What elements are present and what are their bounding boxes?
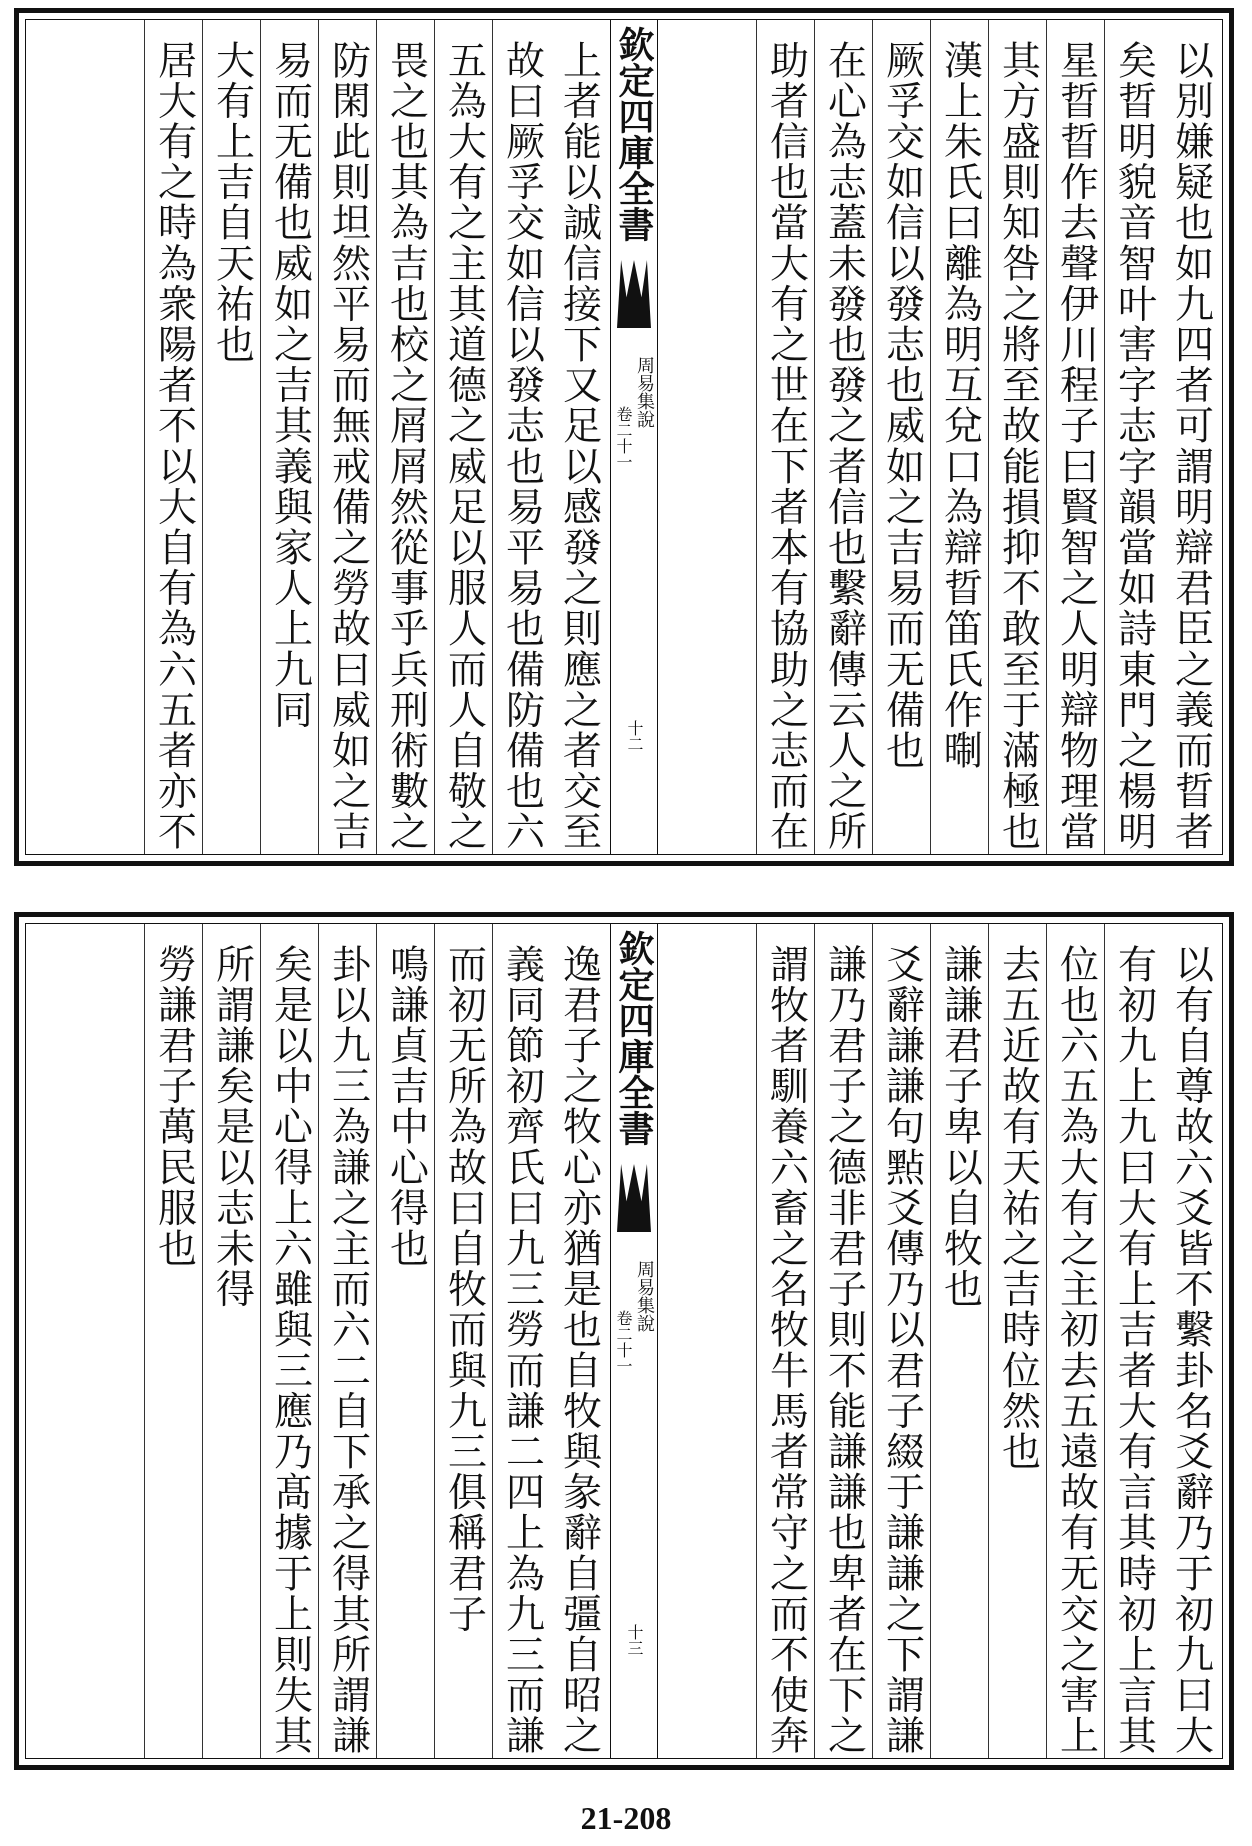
column-text: 卦以九三為謙之主而六二自下承之得其所謂謙	[325, 944, 371, 1756]
column-text: 有初九上九曰大有上吉者大有言其時初上言其	[1111, 944, 1157, 1756]
text-column	[988, 924, 1047, 1758]
text-column	[1046, 20, 1105, 854]
text-column	[1162, 20, 1220, 854]
column-text: 在心為志蓋未發也發之者信也繫辭傳云人之所	[821, 40, 867, 852]
column-text: 防閑此則坦然平易而無戒備之勞故曰威如之吉	[325, 40, 371, 852]
column-text: 義同節初齊氏曰九三勞而謙二四上為九三而謙	[499, 944, 545, 1756]
center-spine	[610, 924, 658, 1758]
volume-number: 卷二十一	[614, 406, 633, 470]
column-text: 位也六五為大有之主初去五遠故有无交之害上	[1053, 944, 1099, 1756]
fish-tail-ornament	[617, 260, 651, 328]
column-text: 漢上朱氏曰離為明互兌口為辯晢笛氏作㫼	[937, 40, 983, 771]
text-column	[988, 20, 1047, 854]
text-column	[930, 20, 989, 854]
center-spine	[610, 20, 658, 854]
text-column	[202, 20, 261, 854]
column-text: 故曰厥孚交如信以發志也易平易也備防備也六	[499, 40, 545, 852]
column-text: 大有上吉自天祐也	[209, 40, 255, 365]
column-text: 助者信也當大有之世在下者本有協助之志而在	[763, 40, 809, 852]
column-text: 所謂謙矣是以志未得	[209, 944, 255, 1310]
text-column	[202, 924, 261, 1758]
column-text: 鳴謙貞吉中心得也	[383, 944, 429, 1269]
column-text: 而初无所為故曰自牧而與九三俱稱君子	[441, 944, 487, 1635]
text-column	[872, 20, 931, 854]
text-column	[756, 924, 815, 1758]
text-column	[550, 924, 608, 1758]
column-text: 易而无備也威如之吉其義與家人上九同	[267, 40, 313, 731]
text-column	[434, 20, 493, 854]
text-column	[376, 924, 435, 1758]
text-column	[814, 20, 873, 854]
column-text: 謂牧者馴養六畜之名牧牛馬者常守之而不使奔	[763, 944, 809, 1756]
column-text: 去五近故有天祐之吉時位然也	[995, 944, 1041, 1472]
text-column	[260, 924, 319, 1758]
text-column	[492, 924, 551, 1758]
text-column	[492, 20, 551, 854]
text-column	[1104, 924, 1163, 1758]
volume-number: 卷二十一	[614, 1310, 633, 1374]
top-page	[14, 8, 1234, 866]
column-text: 矣是以中心得上六雖與三應乃髙據于上則失其	[267, 944, 313, 1756]
text-column	[872, 924, 931, 1758]
leaf-number: 十二	[625, 720, 644, 752]
bottom-page	[14, 912, 1234, 1770]
column-text: 以有自尊故六爻皆不繫卦名爻辭乃于初九曰大	[1168, 944, 1214, 1756]
column-text: 五為大有之主其道德之威足以服人而人自敬之	[441, 40, 487, 852]
text-column	[814, 924, 873, 1758]
column-text: 爻辭謙謙句㸃爻傳乃以君子綴于謙謙之下謂謙	[879, 944, 925, 1756]
column-text: 居大有之時為衆陽者不以大自有為六五者亦不	[151, 40, 197, 852]
column-text: 厥孚交如信以發志也威如之吉易而无備也	[879, 40, 925, 771]
text-column	[1104, 20, 1163, 854]
book-name: 周易集說	[634, 1260, 655, 1332]
text-column	[318, 20, 377, 854]
top-page-frame	[25, 19, 1223, 855]
column-text: 畏之也其為吉也校之屑屑然從事乎兵刑術數之	[383, 40, 429, 852]
column-text: 矣晢明貌音智叶害字志字韻當如詩東門之楊明	[1111, 40, 1157, 852]
text-column	[144, 20, 203, 854]
text-column	[1046, 924, 1105, 1758]
text-column	[318, 924, 377, 1758]
text-column	[376, 20, 435, 854]
column-text: 勞謙君子萬民服也	[151, 944, 197, 1269]
text-column	[756, 20, 815, 854]
fish-tail-ornament	[617, 1164, 651, 1232]
text-column	[260, 20, 319, 854]
text-column	[434, 924, 493, 1758]
text-column	[550, 20, 608, 854]
page-number: 21-208	[580, 1800, 672, 1836]
collection-title: 欽定四庫全書	[613, 930, 655, 1146]
column-text: 其方盛則知咎之將至故能損抑不敢至于滿極也	[995, 40, 1041, 852]
text-column	[144, 924, 203, 1758]
column-text: 謙乃君子之德非君子則不能謙謙也卑者在下之	[821, 944, 867, 1756]
column-text: 以別嫌疑也如九四者可謂明辯君臣之義而晢者	[1168, 40, 1214, 852]
text-column	[1162, 924, 1220, 1758]
bottom-page-frame	[25, 923, 1223, 1759]
column-text: 逸君子之牧心亦猶是也自牧與彖辭自彊自昭之	[556, 944, 602, 1756]
column-text: 星晢晢作去聲伊川程子曰賢智之人明辯物理當	[1053, 40, 1099, 852]
text-column	[930, 924, 989, 1758]
leaf-number: 十三	[625, 1624, 644, 1656]
book-name: 周易集說	[634, 356, 655, 428]
collection-title: 欽定四庫全書	[613, 26, 655, 242]
column-text: 謙謙君子卑以自牧也	[937, 944, 983, 1310]
column-text: 上者能以誠信接下又足以感發之則應之者交至	[556, 40, 602, 852]
